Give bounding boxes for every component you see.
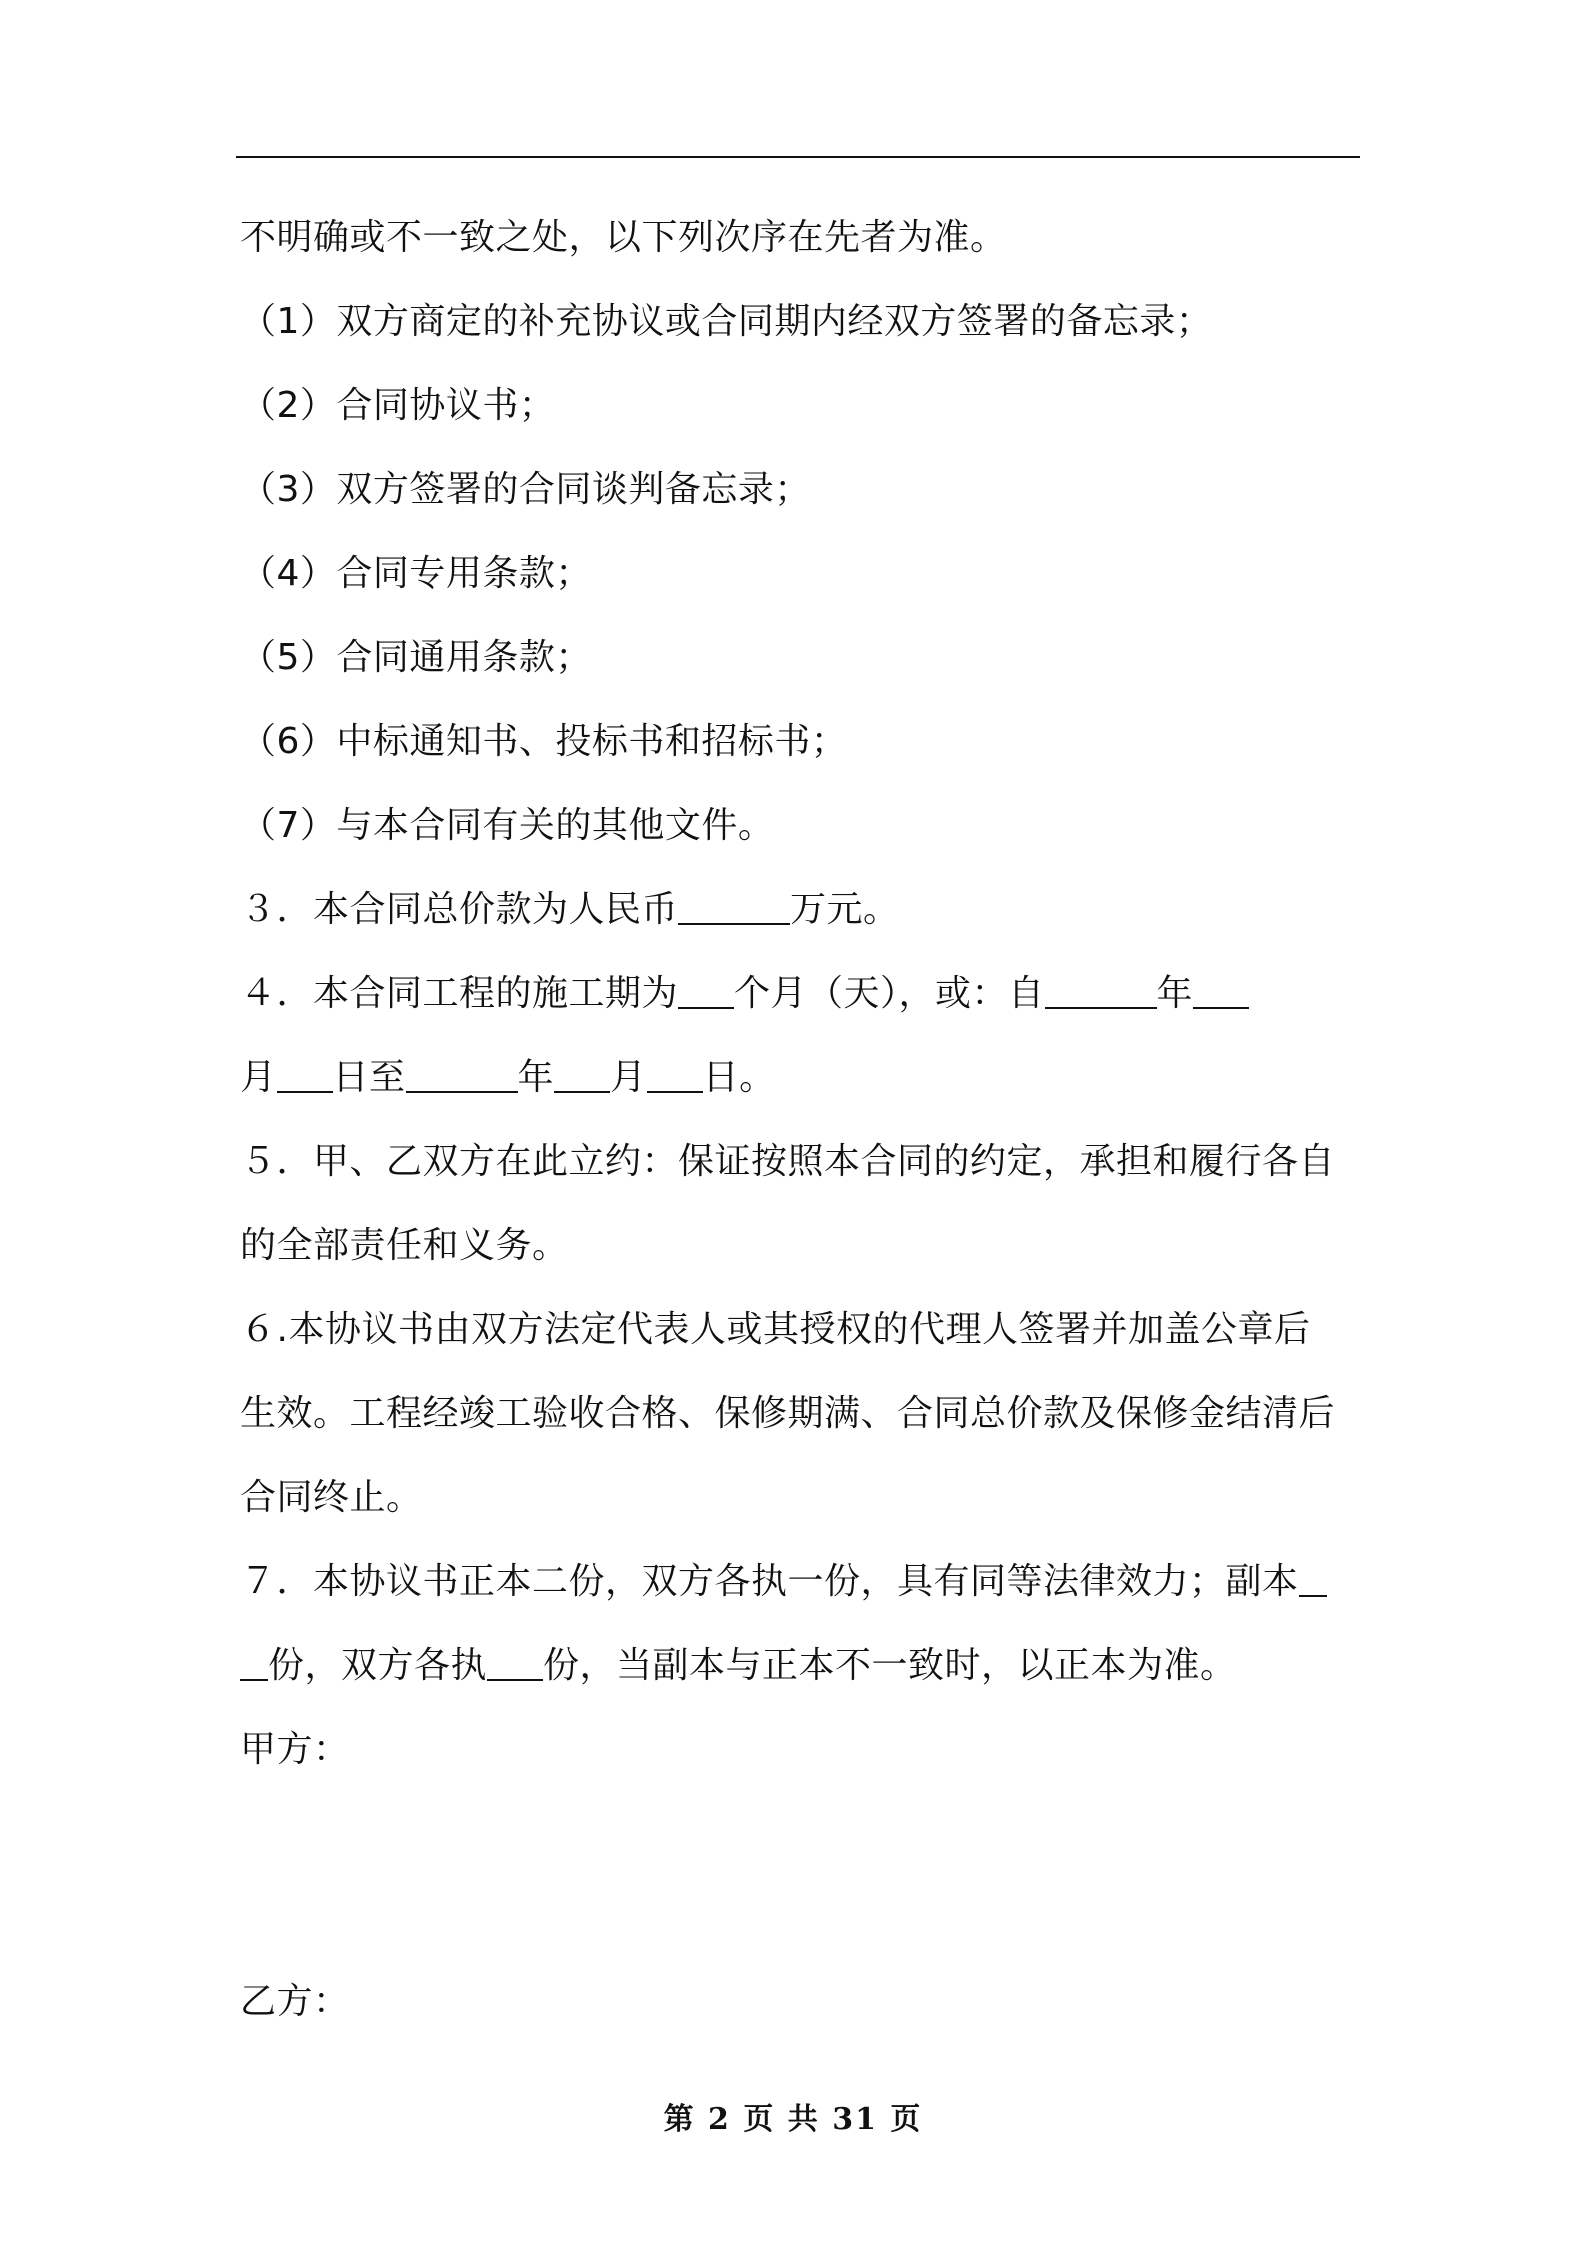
clause-4-line-2 <box>240 1036 1360 1120</box>
months-blank <box>678 971 734 1009</box>
end-month-blank <box>554 1055 610 1093</box>
list-item-6: （6）中标通知书、投标书和招标书； <box>240 721 848 762</box>
clause-7-text-b: 份，双方各执 <box>268 1645 488 1686</box>
clause-6-line-3: 合同终止。 <box>240 1477 423 1518</box>
clause-6-line-2: 生效。工程经竣工验收合格、保修期满、合同总价款及保修金结清后 <box>240 1393 1336 1434</box>
clause-4-text-a: ４．本合同工程的施工期为 <box>240 973 679 1014</box>
copies-blank-a <box>1299 1559 1327 1597</box>
clause-3-text-a: ３．本合同总价款为人民币 <box>240 889 679 930</box>
list-item-3: （3）双方签署的合同谈判备忘录； <box>240 469 811 510</box>
clause-4-text-e: 日至 <box>332 1057 406 1098</box>
clause-4-text-h: 日。 <box>702 1057 776 1098</box>
document-body <box>240 196 1360 2044</box>
party-a-signature-space <box>240 1792 1360 1960</box>
page-number: 第 2 页 共 31 页 <box>663 2102 923 2137</box>
clause-4-text-c: 年 <box>1156 973 1194 1014</box>
party-a-label: 甲方： <box>240 1729 350 1770</box>
header-rule <box>236 156 1360 158</box>
end-year-blank <box>406 1055 518 1093</box>
party-b-label: 乙方： <box>240 1981 350 2022</box>
list-item-1: （1）双方商定的补充协议或合同期内经双方签署的备忘录； <box>240 301 1213 342</box>
clause-5-line-2: 的全部责任和义务。 <box>240 1225 569 1266</box>
clause-4-text-f: 年 <box>517 1057 555 1098</box>
list-item-4: （4）合同专用条款； <box>240 553 592 594</box>
clause-7-text-a: ７．本协议书正本二份，双方各执一份，具有同等法律效力；副本 <box>240 1561 1299 1602</box>
clause-3 <box>240 868 1360 952</box>
start-day-blank <box>277 1055 333 1093</box>
clause-7-text-c: 份，当副本与正本不一致时，以正本为准。 <box>543 1645 1237 1686</box>
copies-blank-b <box>240 1643 268 1681</box>
start-month-blank-a <box>1193 971 1249 1009</box>
list-item-2: （2）合同协议书； <box>240 385 556 426</box>
clause-4-text-g: 月 <box>610 1057 647 1098</box>
each-copies-blank <box>487 1643 543 1681</box>
clause-4-text-d: 月 <box>240 1057 277 1098</box>
clause-6-line-1: ６.本协议书由双方法定代表人或其授权的代理人签署并加盖公章后 <box>240 1309 1311 1350</box>
clause-5-line-1: ５．甲、乙双方在此立约：保证按照本合同的约定，承担和履行各自 <box>240 1141 1336 1182</box>
clause-7-line-1 <box>240 1540 1360 1624</box>
intro-paragraph: 不明确或不一致之处，以下列次序在先者为准。 <box>240 217 1007 258</box>
end-day-blank <box>647 1055 703 1093</box>
clause-3-text-b: 万元。 <box>790 889 900 930</box>
clause-7-line-2 <box>240 1624 1360 1708</box>
clause-4-line-1 <box>240 952 1360 1036</box>
list-item-5: （5）合同通用条款； <box>240 637 592 678</box>
start-year-blank <box>1045 971 1157 1009</box>
price-blank <box>678 887 790 925</box>
list-item-7: （7）与本合同有关的其他文件。 <box>240 805 775 846</box>
clause-4-text-b: 个月（天），或：自 <box>734 973 1045 1014</box>
